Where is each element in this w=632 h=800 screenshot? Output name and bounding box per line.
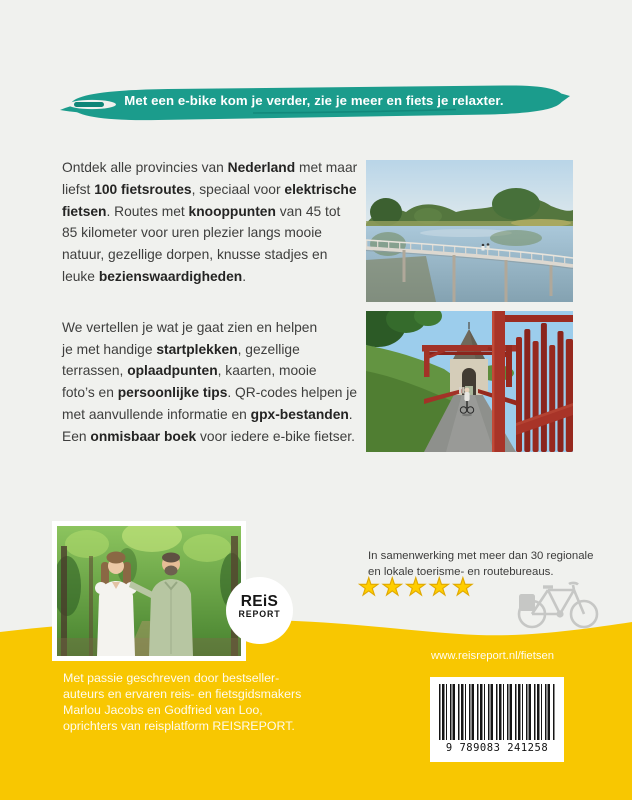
star-icon: ★ xyxy=(358,574,382,601)
badge-wordmark-bottom: REPORT xyxy=(238,609,281,619)
barcode-bars-icon xyxy=(439,684,555,740)
star-icon: ★ xyxy=(452,574,476,601)
website-url: www.reisreport.nl/fietsen xyxy=(431,650,555,662)
badge-wordmark-top: REiS xyxy=(240,593,279,610)
five-star-rating xyxy=(358,573,476,602)
photo-lake-bridge xyxy=(366,160,573,302)
isbn-barcode xyxy=(430,677,564,762)
photo-red-bridge xyxy=(366,311,573,452)
partners-note: In samenwerking met meer dan 30 regionale en lokale toerisme- en routebureaus. xyxy=(368,550,594,579)
photo-authors xyxy=(52,521,246,661)
tagline-banner xyxy=(58,83,570,125)
tagline-text: Met een e-bike kom je verder, zie je meer en fiets je relaxter. xyxy=(124,93,504,108)
reisreport-badge xyxy=(226,577,293,644)
star-icon: ★ xyxy=(405,574,429,601)
intro-paragraph-2: We vertellen je wat je gaat zien en helpen je met handige startplekken, gezellige terrassen, oplaadpunten, kaarten, mooie foto’s en persoonlijke tips. QR-codes helpen je met aanvullende informatie en gpx-bestanden. Een onmisbaar boek voor iedere e-bike fietser. xyxy=(62,319,357,444)
bicycle-icon xyxy=(512,576,604,635)
intro-paragraph-1: Ontdek alle provincies van Nederland met maar liefst 100 fietsroutes, speciaal voor elektrische fietsen. Routes met knooppunten van 45 tot 85 kilometer voor uren plezier langs mooie natuur, gezellige dorpen, knusse stadjes en leuke bezienswaardigheden. xyxy=(62,160,358,284)
author-credit: Met passie geschreven door bestseller- auteurs en ervaren reis- en fietsgidsmakers Marlou Jacobs en Godfried van Loo, oprichters van reisplatform REISREPORT. xyxy=(63,671,302,733)
star-icon: ★ xyxy=(381,574,406,601)
isbn-number: 9 789083 241258 xyxy=(445,742,549,754)
star-icon: ★ xyxy=(428,574,453,601)
intro-copy xyxy=(62,157,357,448)
